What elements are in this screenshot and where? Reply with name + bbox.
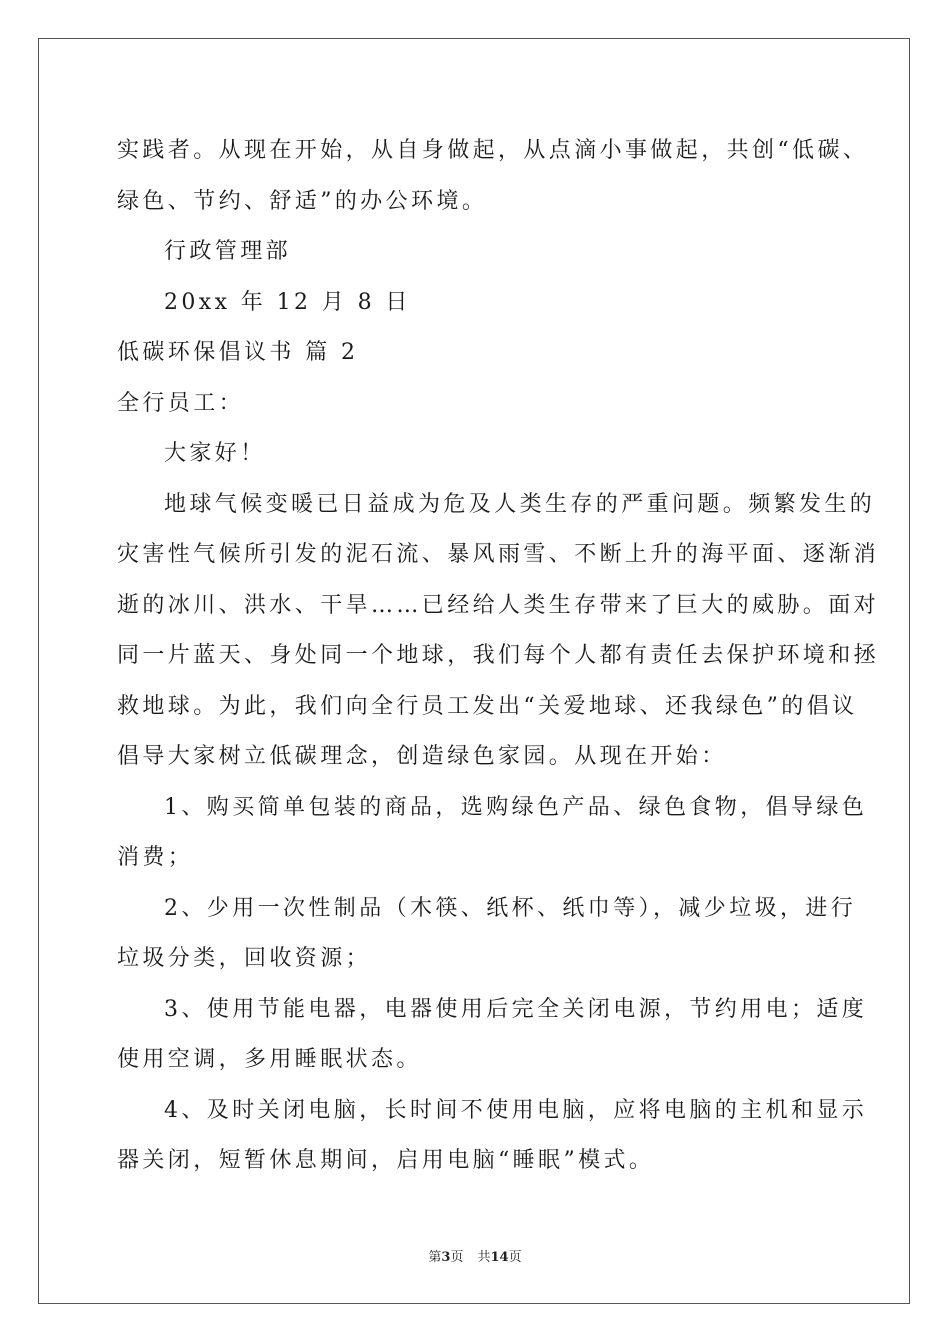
page-footer (0, 1246, 950, 1265)
document-body (117, 126, 880, 1187)
footer-total-prefix: 共 (477, 1250, 491, 1265)
text-line: 使用空调，多用睡眠状态。 (117, 1047, 422, 1072)
footer-total-pages: 14 (490, 1250, 509, 1265)
text-line: 地球气候变暖已日益成为危及人类生存的严重问题。频繁发生的 (164, 491, 876, 517)
text-line: 20xx 年 12 月 8 日 (164, 289, 411, 315)
text-line: 逝的冰川、洪水、干旱……已经给人类生存带来了巨大的威胁。面对 (117, 592, 880, 618)
text-line: 绿色、节约、舒适”的办公环境。 (117, 188, 488, 214)
text-line: 全行员工： (117, 390, 245, 416)
text-line: 2、少用一次性制品（木筷、纸杯、纸巾等），减少垃圾，进行 (164, 895, 857, 921)
footer-page-number: 3 (441, 1250, 451, 1265)
text-line: 垃圾分类，回收资源； (117, 946, 372, 971)
text-line: 救地球。为此，我们向全行员工发出“关爱地球、还我绿色”的倡议 (117, 693, 858, 719)
text-line: 行政管理部 (164, 239, 292, 264)
footer-total-suffix: 页 (508, 1250, 522, 1265)
text-line: 倡导大家树立低碳理念，创造绿色家园。从现在开始： (117, 744, 727, 769)
footer-page-suffix: 页 (450, 1250, 464, 1265)
text-line: 消费； (117, 845, 194, 870)
text-line: 4、及时关闭电脑，长时间不使用电脑，应将电脑的主机和显示 (164, 1097, 868, 1123)
text-line: 大家好！ (164, 441, 266, 466)
text-line: 1、购买简单包装的商品，选购绿色产品、绿色食物，倡导绿色 (164, 794, 868, 820)
text-line: 3、使用节能电器，电器使用后完全关闭电源，节约用电；适度 (164, 996, 868, 1022)
text-line: 实践者。从现在开始，从自身做起，从点滴小事做起，共创“低碳、 (117, 138, 869, 163)
footer-page-prefix: 第 (428, 1250, 442, 1265)
text-line: 同一片蓝天、身处同一个地球，我们每个人都有责任去保护环境和拯 (117, 643, 880, 668)
text-line: 低碳环保倡议书 篇 2 (117, 340, 359, 365)
text-line: 灾害性气候所引发的泥石流、暴风雨雪、不断上升的海平面、逐渐消 (117, 542, 880, 567)
text-line: 器关闭，短暂休息期间，启用电脑“睡眠”模式。 (117, 1148, 655, 1173)
